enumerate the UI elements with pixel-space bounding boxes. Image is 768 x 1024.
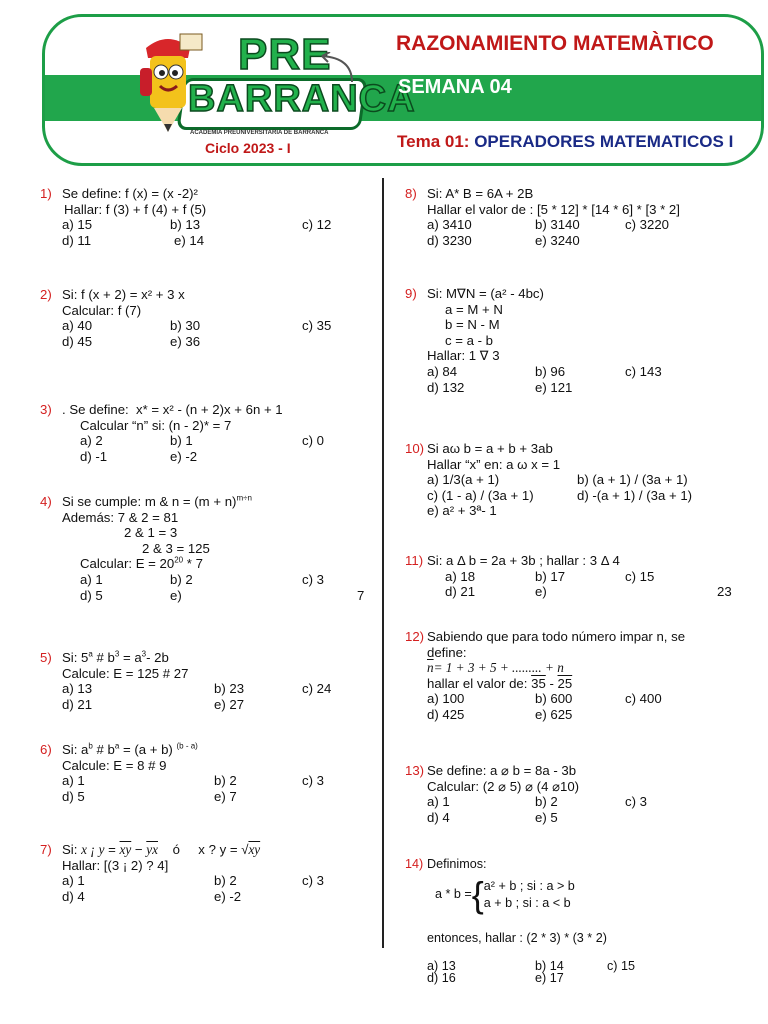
logo-text-bottom: BARRANCA — [188, 78, 416, 120]
option-b: b) 2 — [535, 794, 558, 810]
problem-number: 14) — [405, 857, 424, 871]
option-e: e) — [535, 584, 547, 600]
problem-5: 5) Si: 5$^a$ # $b^3 = a^3-$ 2b Calcule: E = 125 # 27 a) 13 b) 23 c) 24 d) 21 e) 27 — [40, 650, 370, 712]
problem-number: 6) — [40, 742, 52, 757]
problem-number: 8) — [405, 186, 417, 201]
option-a: a) 13 — [62, 681, 93, 697]
piecewise-case-1: a² + b ; si : a > b — [483, 878, 575, 893]
problem-line: * 7 — [183, 556, 203, 572]
option-d: d) 11 — [62, 232, 92, 248]
problem-statement: Si: M∇N = (a² - 4bc) — [427, 286, 544, 301]
option-d: d) 21 — [445, 584, 476, 600]
option-c: c) 3 — [302, 873, 324, 889]
option-b: b) 600 — [535, 691, 573, 707]
problem-line: 2 & 1 = 3 — [124, 525, 178, 541]
problem-line: 2 & 3 = 125 — [142, 540, 210, 556]
exponent: m÷n — [236, 493, 252, 503]
option-a: a) 1 — [80, 571, 103, 587]
problem-7: 7) Si: x ¡ $y = \overline{xy} - \overline{yx}$ ó x ? y = √xy Hallar: [(3 ¡ 2) ? 4] a) 1 b) 2 c) 3 d) 4 e) -2 — [40, 842, 370, 904]
option-d: d) -1 — [80, 448, 108, 464]
option-e-value: 23 — [717, 584, 732, 600]
problem-line: a = M + N — [445, 301, 503, 317]
problem-number: 10) — [405, 441, 425, 456]
week-label: SEMANA 04 — [398, 76, 512, 98]
option-e: e) 625 — [535, 706, 573, 722]
option-d: d) 4 — [62, 888, 85, 904]
curved-arrow-icon — [318, 52, 358, 88]
problem-statement: Si: f (x + 2) = x² + 3 x — [62, 287, 185, 302]
problem-statement: Se define: a ⌀ b = 8a - 3b — [427, 763, 577, 778]
option-d: d) 16 — [427, 971, 456, 986]
problem-6: 6) Si: $a^b$ # $b^a = (a + b)$ $^{(b - a)}$ Calcule: E = 8 # 9 a) 1 b) 2 c) 3 d) 5 e) 7 — [40, 742, 370, 804]
option-a: a) 40 — [62, 318, 93, 334]
option-b: b) 17 — [535, 568, 566, 584]
problem-number: 2) — [40, 287, 52, 302]
problem-line: Hallar: f (3) + f (4) + f (5) — [64, 201, 207, 217]
option-d: d) 5 — [62, 788, 85, 804]
option-d: d) 5 — [80, 587, 103, 603]
option-e: e) — [170, 587, 182, 603]
cycle-label: Ciclo 2023 - I — [205, 140, 291, 156]
problem-line: Hallar el valor de : [5 * 12] * [14 * 6] * [3 * 2] — [427, 201, 680, 217]
problem-14 — [405, 857, 735, 984]
course-title: RAZONAMIENTO MATEMÀTICO — [396, 32, 714, 55]
problem-statement: . Se define: — [62, 402, 129, 417]
problem-statement: Si: A* B = 6A + 2B — [427, 186, 534, 201]
option-e: e) 36 — [170, 333, 201, 349]
problem-line: b = N - M — [445, 317, 500, 333]
option-c: c) 24 — [302, 681, 332, 697]
option-a: a) 15 — [62, 217, 93, 233]
exponent: 20 — [174, 555, 184, 565]
piecewise-case-2: a + b ; si : a < b — [483, 895, 571, 910]
option-a: a) 1/3(a + 1) — [427, 472, 500, 488]
academy-name: ACADEMIA PREUNIVERSITARIA DE BARRANCA — [190, 130, 329, 136]
left-brace-icon: { — [471, 873, 484, 915]
option-d: d) 45 — [62, 333, 93, 349]
problem-number: 3) — [40, 402, 52, 417]
problem-number: 13) — [405, 763, 425, 778]
piecewise-lhs: a * b = — [435, 886, 472, 901]
option-e: e) -2 — [170, 448, 198, 464]
option-c: c) 143 — [625, 363, 662, 379]
option-a: a) 84 — [427, 363, 458, 379]
option-d: d) -(a + 1) / (3a + 1) — [577, 487, 693, 503]
problem-9 — [405, 286, 755, 395]
option-a: a) 1 — [62, 873, 85, 889]
logo-text-top: PRE — [238, 30, 332, 79]
option-c: c) 15 — [607, 959, 635, 974]
option-c: c) 3220 — [625, 217, 669, 233]
topic-heading — [397, 132, 733, 152]
problem-number: 12) — [405, 629, 425, 644]
overlined-number: 25 — [557, 675, 573, 691]
problem-statement: Sabiendo que para todo número impar n, se — [427, 629, 686, 644]
option-e: e) 5 — [535, 809, 558, 825]
option-b: b) 2 — [214, 873, 237, 889]
option-a: a) 1 — [62, 773, 85, 789]
problem-8 — [405, 186, 755, 248]
problem-number: 9) — [405, 286, 417, 301]
option-e-value: 7 — [357, 587, 365, 603]
pencil-mascot-icon — [132, 28, 204, 138]
problem-statement: Si aω b = a + b + 3ab — [427, 441, 553, 456]
problem-12: 12) Sabiendo que para todo número impar n, se define: $\overline{n}= 1 + 3 + 5$ + ......... + n hallar el valor de: 35 - 25 a) 100 b) 600 c) 400 d) 425 e) 625 — [405, 629, 735, 723]
option-d: d) 425 — [427, 706, 465, 722]
problem-13 — [405, 763, 735, 825]
problem-1 — [40, 186, 370, 248]
overlined-number: 35 — [531, 675, 546, 691]
option-b: b) 1 — [170, 433, 193, 449]
problem-line: Calcular: (2 ⌀ 5) ⌀ (4 ⌀10) — [427, 778, 580, 794]
problem-line: hallar el valor de: — [427, 675, 528, 691]
problem-number: 5) — [40, 650, 52, 665]
problem-line: c = a - b — [445, 332, 494, 348]
option-c: c) 0 — [302, 433, 324, 449]
option-d: d) 3230 — [427, 232, 472, 248]
problem-statement: Si se cumple: m & n = (m + n) — [62, 494, 237, 509]
option-a: a) 13 — [427, 959, 456, 974]
problem-number: 11) — [405, 553, 424, 568]
operator-definition: x* = x² - (n + 2)x + 6n + 1 — [136, 402, 283, 417]
option-b: b) 14 — [535, 959, 564, 974]
problem-statement: Definimos: — [427, 857, 487, 871]
problem-line: Calcular: E = 20 — [80, 556, 175, 572]
option-a: a) 2 — [80, 433, 103, 449]
sum-definition: = 1 + 3 + 5 + ......... + n — [433, 660, 564, 676]
problem-line: Hallar: [(3 ¡ 2) ? 4] — [62, 857, 169, 873]
problem-line: Además: 7 & 2 = 81 — [62, 509, 179, 525]
option-c: c) 15 — [625, 568, 655, 584]
option-b: b) 2 — [170, 571, 193, 587]
problem-statement: Se define: f (x) = (x -2)² — [62, 186, 198, 201]
problem-4 — [40, 494, 375, 603]
option-c: c) 3 — [625, 794, 647, 810]
problem-statement: Si: a — [62, 742, 89, 757]
option-e: e) -2 — [214, 888, 242, 904]
option-e: e) 27 — [214, 696, 245, 712]
option-e: e) 7 — [214, 788, 237, 804]
option-c: c) (1 - a) / (3a + 1) — [427, 487, 534, 503]
option-b: b) (a + 1) / (3a + 1) — [577, 472, 688, 488]
problem-statement: Si: a Δ b = 2a + 3b ; hallar : 3 Δ 4 — [427, 553, 620, 568]
option-d: d) 132 — [427, 379, 465, 395]
option-d: d) 21 — [62, 696, 93, 712]
option-e: e) 14 — [174, 232, 205, 248]
problem-line: entonces, hallar : (2 * 3) * (3 * 2) — [427, 930, 607, 945]
problem-line: Hallar “x” en: a ω x = 1 — [427, 456, 561, 472]
option-c: c) 12 — [302, 217, 332, 233]
option-b: b) 96 — [535, 363, 566, 379]
problem-number: 7) — [40, 842, 52, 857]
option-a: a) 1 — [427, 794, 450, 810]
option-b: b) 13 — [170, 217, 201, 233]
option-e: e) 17 — [535, 971, 564, 986]
option-c: c) 3 — [302, 773, 324, 789]
problem-line: Calcular: f (7) — [62, 302, 142, 318]
problem-line: Calcule: E = 125 # 27 — [62, 665, 189, 681]
topic-label: Tema 01: — [397, 132, 470, 151]
option-e: e) 3240 — [535, 232, 580, 248]
problem-number: 4) — [40, 494, 52, 509]
option-e: e) 121 — [535, 379, 573, 395]
problem-line: define: — [427, 644, 467, 660]
column-divider — [382, 178, 384, 948]
option-b: b) 23 — [214, 681, 245, 697]
problem-statement: Si: 5 — [62, 650, 89, 665]
option-c: c) 35 — [302, 318, 332, 334]
option-c: c) 400 — [625, 691, 662, 707]
option-c: c) 3 — [302, 571, 324, 587]
problem-number: 1) — [40, 186, 52, 201]
minus-sign: - — [545, 675, 558, 691]
problem-10 — [405, 441, 760, 519]
problem-statement: Si: — [62, 842, 78, 857]
option-a: a) 18 — [445, 568, 476, 584]
option-d: d) 4 — [427, 809, 450, 825]
problem-line: Hallar: 1 ∇ 3 — [427, 348, 500, 364]
option-b: b) 3140 — [535, 217, 580, 233]
option-b: b) 2 — [214, 773, 237, 789]
topic-name: OPERADORES MATEMATICOS I — [474, 132, 734, 151]
problem-line: Calcular “n” si: (n - 2)* = 7 — [80, 417, 232, 433]
problem-3 — [40, 402, 370, 464]
problem-11 — [405, 553, 745, 600]
option-a: a) 100 — [427, 691, 465, 707]
option-a: a) 3410 — [427, 217, 472, 233]
problem-2 — [40, 287, 370, 349]
problem-line: Calcule: E = 8 # 9 — [62, 757, 167, 773]
option-b: b) 30 — [170, 318, 201, 334]
option-e: e) a² + 3ª- 1 — [427, 503, 497, 519]
